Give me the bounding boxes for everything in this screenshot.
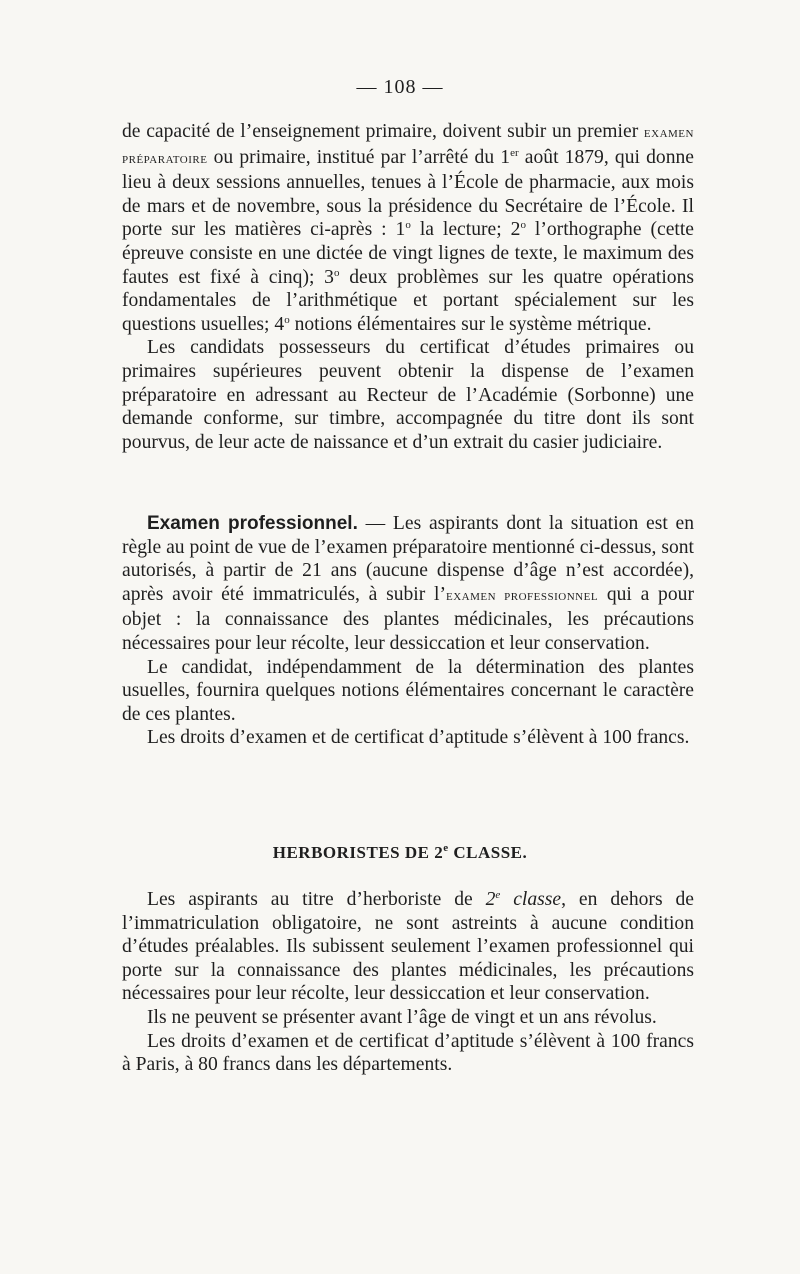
- paragraph-dispense: Les candidats possesseurs du certificat d’études primaires ou primaires supérieures peuvent obtenir la dispense de l’examen préparatoire en adressant au Recteur de l’Académie (Sorbonne) une demande conforme, sur timbre, accompagnée du titre dont ils sont pourvus, de leur acte de naissance et d’un extrait du casier judiciaire.: [122, 337, 694, 453]
- paragraph-droits-1: Les droits d’examen et de certificat d’aptitude s’élèvent à 100 francs.: [147, 727, 690, 749]
- section-heading: HERBORISTES DE 2e CLASSE.: [272, 842, 528, 862]
- text-block-intro: [122, 120, 694, 454]
- paragraph-examen-professionnel: Examen professionnel. — Les aspirants dont la situation est en règle au point de vue de l’examen préparatoire mentionné ci-dessus, sont autorisés, à partir de 21 ans (aucune dispense d’âge n’est accordée), après avoir été immatriculés, à subir l’examen professionnel qui a pour objet : la connaissance des plantes médicinales, les précautions nécessaires pour leur récolte, leur dessiccation et leur conservation.: [122, 513, 694, 654]
- paragraph-droits-2: Les droits d’examen et de certificat d’aptitude s’élèvent à 100 francs à Paris, à 80 francs dans les départements.: [122, 1030, 694, 1076]
- paragraph-candidat: Le candidat, indépendamment de la détermination des plantes usuelles, fournira quelques notions élémentaires concernant le caractère de ces plantes.: [122, 656, 694, 725]
- small-caps-term: examen préparatoire: [122, 125, 694, 167]
- italic-term: 2e classe: [485, 889, 562, 910]
- run-in-heading: Examen professionnel.: [147, 513, 358, 534]
- paragraph-aspirants: Les aspirants au titre d’herboriste de 2e classe, en dehors de l’immatriculation obligatoire, ne sont astreints à aucune condition d’études préalables. Ils subissent seulement l’examen professionnel qui porte sur la connaissance des plantes médicinales, les précautions nécessaires pour leur récolte, leur dessiccation et leur conservation.: [122, 889, 694, 1005]
- text-block-examen-professionnel: [122, 512, 694, 750]
- paragraph-age: Ils ne peuvent se présenter avant l’âge de vingt et un ans révolus.: [147, 1006, 657, 1028]
- paragraph-examen-preparatoire: de capacité de l’enseignement primaire, doivent subir un premier examen préparatoire ou primaire, institué par l’arrêté du 1er août 1879, qui donne lieu à deux sessions annuelles, tenues à l’École de pharmacie, aux mois de mars et de novembre, sous la présidence du Secrétaire de l’École. Il porte sur les matières ci-après : 1$^o$ la lecture; 2$^o$ l’orthographe (cette épreuve consiste en une dictée de vingt lignes de texte, le maximum des fautes est fixé à cinq); 3$^o$ deux problèmes sur les quatre opérations fondamentales de l’arithmétique et portant spécialement sur les questions usuelles; 4$^o$ notions élémentaires sur le système métrique.: [122, 121, 694, 335]
- small-caps-term: examen professionnel: [446, 587, 599, 604]
- page-number: — 108 —: [356, 76, 444, 98]
- text-block-herboristes: [122, 888, 694, 1077]
